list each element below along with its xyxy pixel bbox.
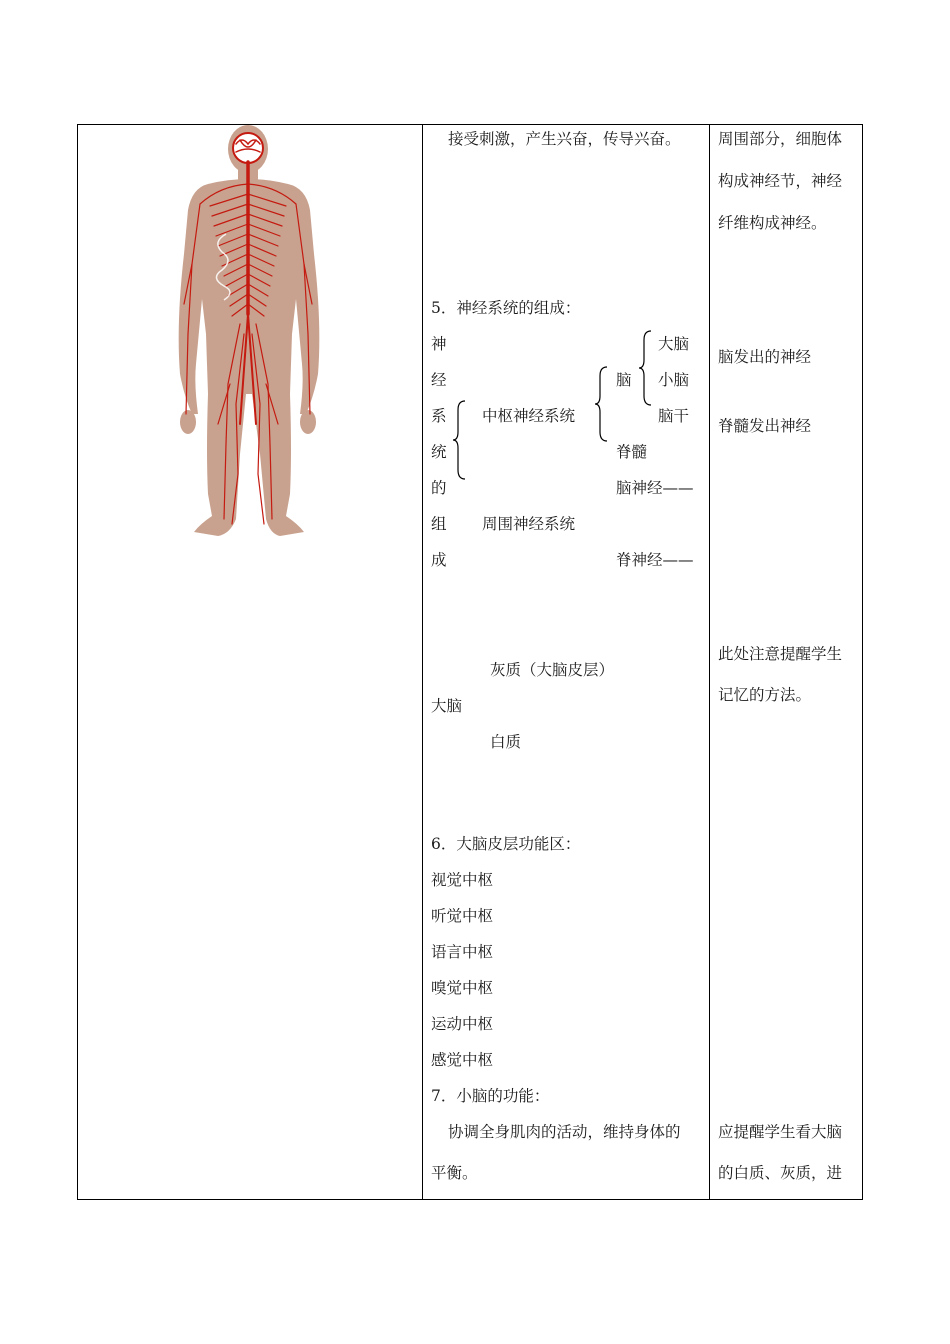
vertical-label-char: 的 xyxy=(431,479,447,497)
note-peripheral-line-2: 构成神经节，神经 xyxy=(718,172,843,190)
cerebellum-function-line-2: 平衡。 xyxy=(431,1164,478,1182)
cranial-nerve-label: 脑神经—— xyxy=(616,479,694,497)
brain-label: 脑 xyxy=(616,371,632,389)
note-cranial-nerves: 脑发出的神经 xyxy=(718,348,812,366)
vertical-label-char: 系 xyxy=(431,407,447,425)
note-memory-line-1: 此处注意提醒学生 xyxy=(718,645,843,663)
cortex-center-item: 语言中枢 xyxy=(431,943,494,961)
note-spinal-nerves: 脊髓发出神经 xyxy=(718,417,812,435)
brace-central xyxy=(594,366,608,442)
section-5-title: 5．神经系统的组成： xyxy=(431,299,581,317)
central-nervous-system-label: 中枢神经系统 xyxy=(482,407,576,425)
note-peripheral-line-3: 纤维构成神经。 xyxy=(718,214,827,232)
note-observe-line-2: 的白质、灰质，进 xyxy=(718,1164,843,1182)
cortex-center-item: 感觉中枢 xyxy=(431,1051,494,1069)
white-matter-label: 白质 xyxy=(490,733,522,751)
vertical-label-char: 神 xyxy=(431,335,447,353)
cortex-center-item: 听觉中枢 xyxy=(431,907,494,925)
brace-nervous-system xyxy=(452,400,466,480)
receive-stimulus-text: 接受刺激，产生兴奋，传导兴奋。 xyxy=(448,130,681,148)
gray-matter-label: 灰质（大脑皮层） xyxy=(490,661,615,679)
column-divider-1 xyxy=(422,125,423,1199)
note-memory-line-2: 记忆的方法。 xyxy=(718,686,812,704)
spinal-cord-label: 脊髓 xyxy=(616,443,648,461)
section-6-title: 6．大脑皮层功能区： xyxy=(431,835,581,853)
nervous-system-illustration xyxy=(100,124,400,564)
cortex-center-item: 嗅觉中枢 xyxy=(431,979,494,997)
cerebellum-function-line-1: 协调全身肌肉的活动，维持身体的 xyxy=(448,1123,681,1141)
cerebrum-label: 大脑 xyxy=(658,335,690,353)
vertical-label-char: 统 xyxy=(431,443,447,461)
peripheral-nervous-system-label: 周围神经系统 xyxy=(482,515,576,533)
cortex-center-item: 运动中枢 xyxy=(431,1015,494,1033)
spinal-nerve-label: 脊神经—— xyxy=(616,551,694,569)
note-observe-line-1: 应提醒学生看大脑 xyxy=(718,1123,843,1141)
cerebrum-structure-label: 大脑 xyxy=(431,697,463,715)
brace-brain xyxy=(638,330,652,406)
vertical-label-char: 组 xyxy=(431,515,447,533)
vertical-label-char: 经 xyxy=(431,371,447,389)
note-peripheral-line-1: 周围部分，细胞体 xyxy=(718,130,843,148)
column-divider-2 xyxy=(709,125,710,1199)
brainstem-label: 脑干 xyxy=(658,407,690,425)
cortex-center-item: 视觉中枢 xyxy=(431,871,494,889)
cerebellum-label: 小脑 xyxy=(658,371,690,389)
vertical-label-char: 成 xyxy=(431,551,447,569)
section-7-title: 7．小脑的功能： xyxy=(431,1087,550,1105)
